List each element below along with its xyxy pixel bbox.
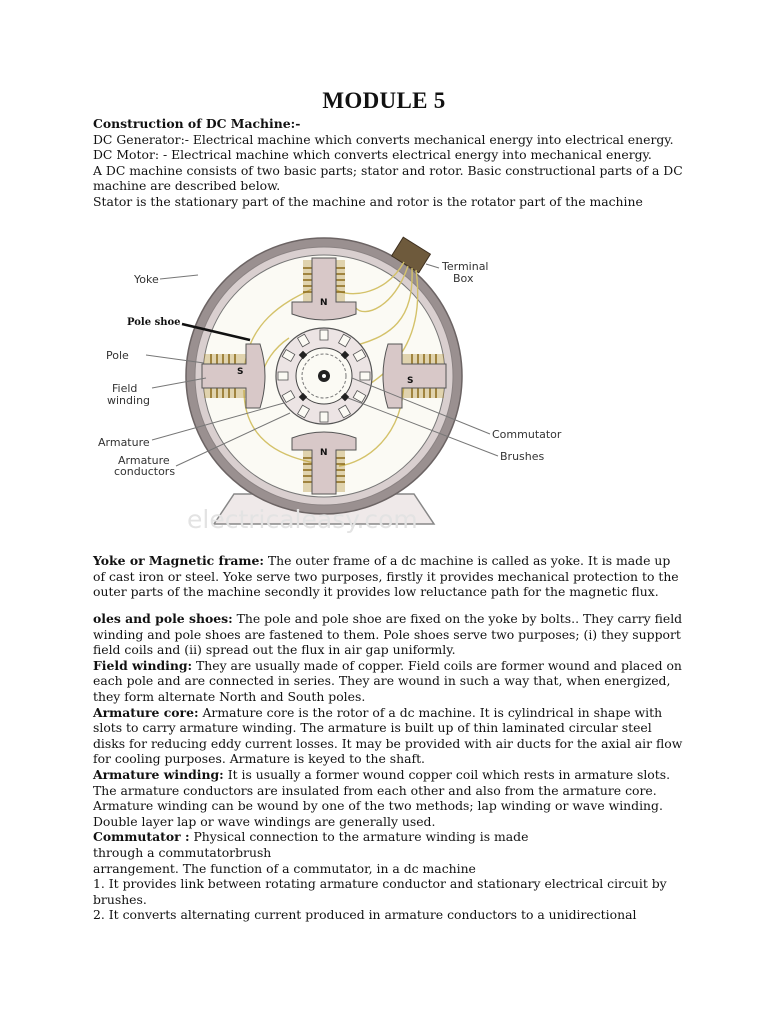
label-field-winding: Field (112, 382, 138, 395)
commutator-line: 1. It provides link between rotating armature conductor and stationary electrical circuit by brushes. (93, 876, 667, 907)
label-armature: Armature (98, 436, 150, 449)
pole-letter-top: N (320, 298, 328, 308)
yoke-section (93, 553, 683, 600)
section-term: Yoke or Magnetic frame: (93, 553, 264, 568)
pole-letter-left: S (237, 367, 244, 377)
section-text: Physical connection to the armature winding is made through a commutatorbrush (93, 829, 529, 860)
intro-line: DC Generator:- Electrical machine which converts mechanical energy into electrical energy. (93, 131, 674, 147)
section-term: oles and pole shoes: (93, 611, 233, 626)
section-text: The outer frame of a dc machine is called as yoke. It is made up of cast iron or steel. Yoke serve two purposes, firstly it provides mechanical protection to the outer parts of the machine secondly it provides low reluctance path for the magnetic flux. (93, 553, 679, 600)
label-armature-conductors: Armature (118, 454, 170, 467)
label-brushes: Brushes (500, 450, 545, 463)
section-term: Field winding: (93, 657, 193, 673)
dc-machine-diagram (94, 228, 574, 548)
definitions-block (93, 611, 683, 923)
intro-block (93, 116, 683, 210)
label-yoke: Yoke (134, 273, 159, 286)
section-term: Armature core: (93, 704, 199, 720)
label-terminal-box: Box (453, 272, 474, 285)
label-armature-conductors: conductors (114, 465, 176, 478)
page-title: MODULE 5 (322, 88, 446, 113)
pole-letter-right: S (407, 376, 414, 386)
intro-heading: Construction of DC Machine:- (93, 116, 301, 131)
section-text: They are usually made of copper. Field coils are former wound and placed on each pole and are connected in series. They are wound in such a way that, when energized, they form alternate North and South poles. (93, 657, 682, 704)
pole-letter-bottom: N (320, 448, 328, 458)
label-field-winding: winding (107, 394, 151, 407)
section-text: It is usually a former wound copper coil which rests in armature slots. The armature conductors are insulated from each other and also from the armature core. Armature winding can be wound by one of the two methods; lap winding or wave winding. Double layer lap or wave windings are generally used. (93, 766, 671, 829)
watermark: electricaleasy.com (187, 505, 418, 534)
section-term: Commutator : (93, 829, 190, 845)
section-text: The pole and pole shoe are fixed on the yoke by bolts.. They carry field winding and pole shoes are fastened to them. Pole shoes serve two purposes; (i) they support field coils and (ii) spread out the flux in air gap uniformly. (93, 611, 683, 658)
intro-line: A DC machine consists of two basic parts; stator and rotor. Basic constructional parts of a DC machine are described below. (93, 162, 683, 194)
intro-line: DC Motor: - Electrical machine which converts electrical energy into mechanical energy. (93, 147, 652, 163)
label-commutator: Commutator (492, 428, 562, 441)
intro-line: Stator is the stationary part of the machine and rotor is the rotator part of the machine (93, 193, 643, 209)
section-term: Armature winding: (93, 766, 224, 782)
commutator-line: arrangement. The function of a commutator, in a dc machine (93, 860, 476, 876)
label-terminal-box: Terminal (442, 260, 489, 273)
label-pole-shoe: Pole shoe (127, 317, 181, 328)
label-pole: Pole (106, 349, 129, 362)
section-text: Armature core is the rotor of a dc machine. It is cylindrical in shape with slots to carry armature winding. The armature is built up of thin laminated circular steel disks for reducing eddy current losses. It may be provided with air ducts for the axial air flow for cooling purposes. Armature is keyed to the shaft. (93, 704, 683, 767)
commutator-line: 2. It converts alternating current produced in armature conductors to a unidirectional (93, 907, 637, 923)
